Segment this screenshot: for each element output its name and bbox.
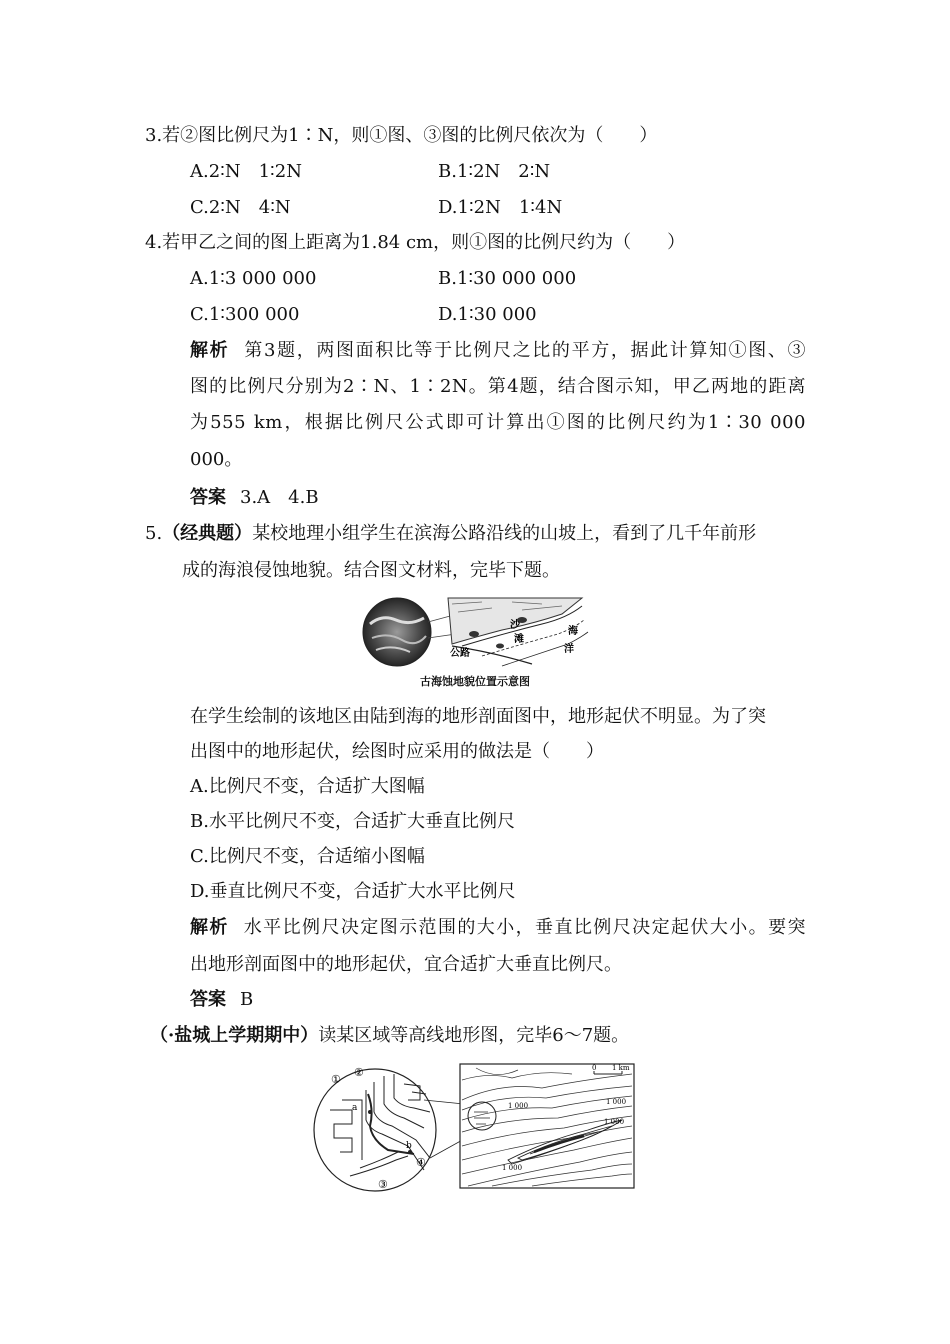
map-label-3: ③ [378, 1178, 388, 1191]
figure-label-road: 公路 [450, 648, 470, 659]
question-5-option-c: C.比例尺不变，合适缩小图幅 [190, 846, 425, 867]
analysis-3-4-line-3: 为555 km，根据比例尺公式即可计算出①图的比例尺约为1∶30 000 [190, 412, 806, 433]
map-point-a: a [352, 1103, 358, 1113]
question-5-option-d: D.垂直比例尺不变，合适扩大水平比例尺 [190, 881, 516, 902]
question-4-option-b: B.1∶30 000 000 [438, 268, 577, 289]
contour-label-2: 1 000 [606, 1098, 627, 1106]
analysis-3-4-line-4: 000。 [190, 449, 243, 470]
question-3-option-b: B.1∶2N 2∶N [438, 161, 551, 182]
answer-value: B [240, 989, 254, 1010]
coastal-erosion-figure [362, 594, 590, 670]
question-3-stem: 3.若②图比例尺为1∶N，则①图、③图的比例尺依次为（ ） [145, 125, 658, 146]
question-5-option-a: A.比例尺不变，合适扩大图幅 [190, 776, 425, 797]
question-6-7-tag: （·盐城上学期期中） [150, 1025, 319, 1046]
question-3-option-c: C.2∶N 4∶N [190, 197, 291, 218]
contour-label-3: 1 000 [604, 1118, 625, 1126]
scale-tick-0: 0 [592, 1064, 597, 1072]
question-4-stem: 4.若甲乙之间的图上距离为1.84 cm，则①图的比例尺约为（ ） [145, 232, 686, 253]
question-5-body-line-1: 在学生绘制的该地区由陆到海的地形剖面图中，地形起伏不明显。为了突 [190, 706, 766, 727]
question-3-option-a: A.2∶N 1∶2N [190, 161, 302, 182]
analysis-3-4-line-1: 解析 第3题，两图面积比等于比例尺之比的平方，据此计算知①图、③ [190, 340, 807, 361]
question-6-7-stem: （·盐城上学期期中）读某区域等高线地形图，完毕6～7题。 [150, 1025, 630, 1046]
analysis-3-4-line-2: 图的比例尺分别为2∶N、1∶2N。第4题，结合图示知，甲乙两地的距离 [190, 376, 806, 397]
answer-5 [190, 988, 253, 1012]
question-5-stem-line-2: 成的海浪侵蚀地貌。结合图文材料，完毕下题。 [182, 560, 560, 581]
answer-value: 3.A 4.B [240, 487, 319, 508]
answer-label: 答案 [190, 487, 226, 508]
analysis-5-line-1: 解析 水平比例尺决定图示范围的大小，垂直比例尺决定起伏大小。要突 [190, 917, 807, 938]
figure-label-sand-2: 滩 [514, 634, 524, 645]
question-3-option-d: D.1∶2N 1∶4N [438, 197, 563, 218]
map-label-1: ① [331, 1073, 341, 1086]
map-label-2: ② [354, 1066, 364, 1079]
figure-label-sea-1: 海 [568, 626, 578, 637]
figure-label-sea-2: 洋 [564, 644, 574, 655]
figure-label-sand-1: 沙 [510, 620, 520, 631]
analysis-5-line-2: 出地形剖面图中的地形起伏，宜合适扩大垂直比例尺。 [190, 954, 622, 975]
question-5-body-line-2: 出图中的地形起伏，绘图时应采用的做法是（ ） [190, 741, 604, 762]
question-5-stem-line-1: 5.（经典题）某校地理小组学生在滨海公路沿线的山坡上，看到了几千年前形 [145, 523, 757, 544]
map-label-4: ④ [416, 1156, 426, 1169]
question-4-option-d: D.1∶30 000 [438, 304, 537, 325]
question-5-option-b: B.水平比例尺不变，合适扩大垂直比例尺 [190, 811, 515, 832]
magnified-circle [314, 1069, 436, 1191]
analysis-label: 解析 [190, 340, 230, 361]
contour-label-1: 1 000 [508, 1102, 529, 1110]
contour-label-4: 1 000 [502, 1164, 523, 1172]
question-4-option-c: C.1∶300 000 [190, 304, 300, 325]
answer-3-4 [190, 486, 319, 510]
answer-label: 答案 [190, 989, 226, 1010]
map-point-b: b [406, 1141, 412, 1151]
scale-tick-1km: 1 km [612, 1064, 630, 1072]
analysis-label: 解析 [190, 917, 229, 938]
question-4-option-a: A.1∶3 000 000 [190, 268, 317, 289]
figure-caption: 古海蚀地貌位置示意图 [420, 675, 530, 688]
contour-map-figure [312, 1060, 638, 1194]
question-5-tag: （经典题） [162, 523, 253, 544]
rock-photo-circle [363, 598, 431, 666]
